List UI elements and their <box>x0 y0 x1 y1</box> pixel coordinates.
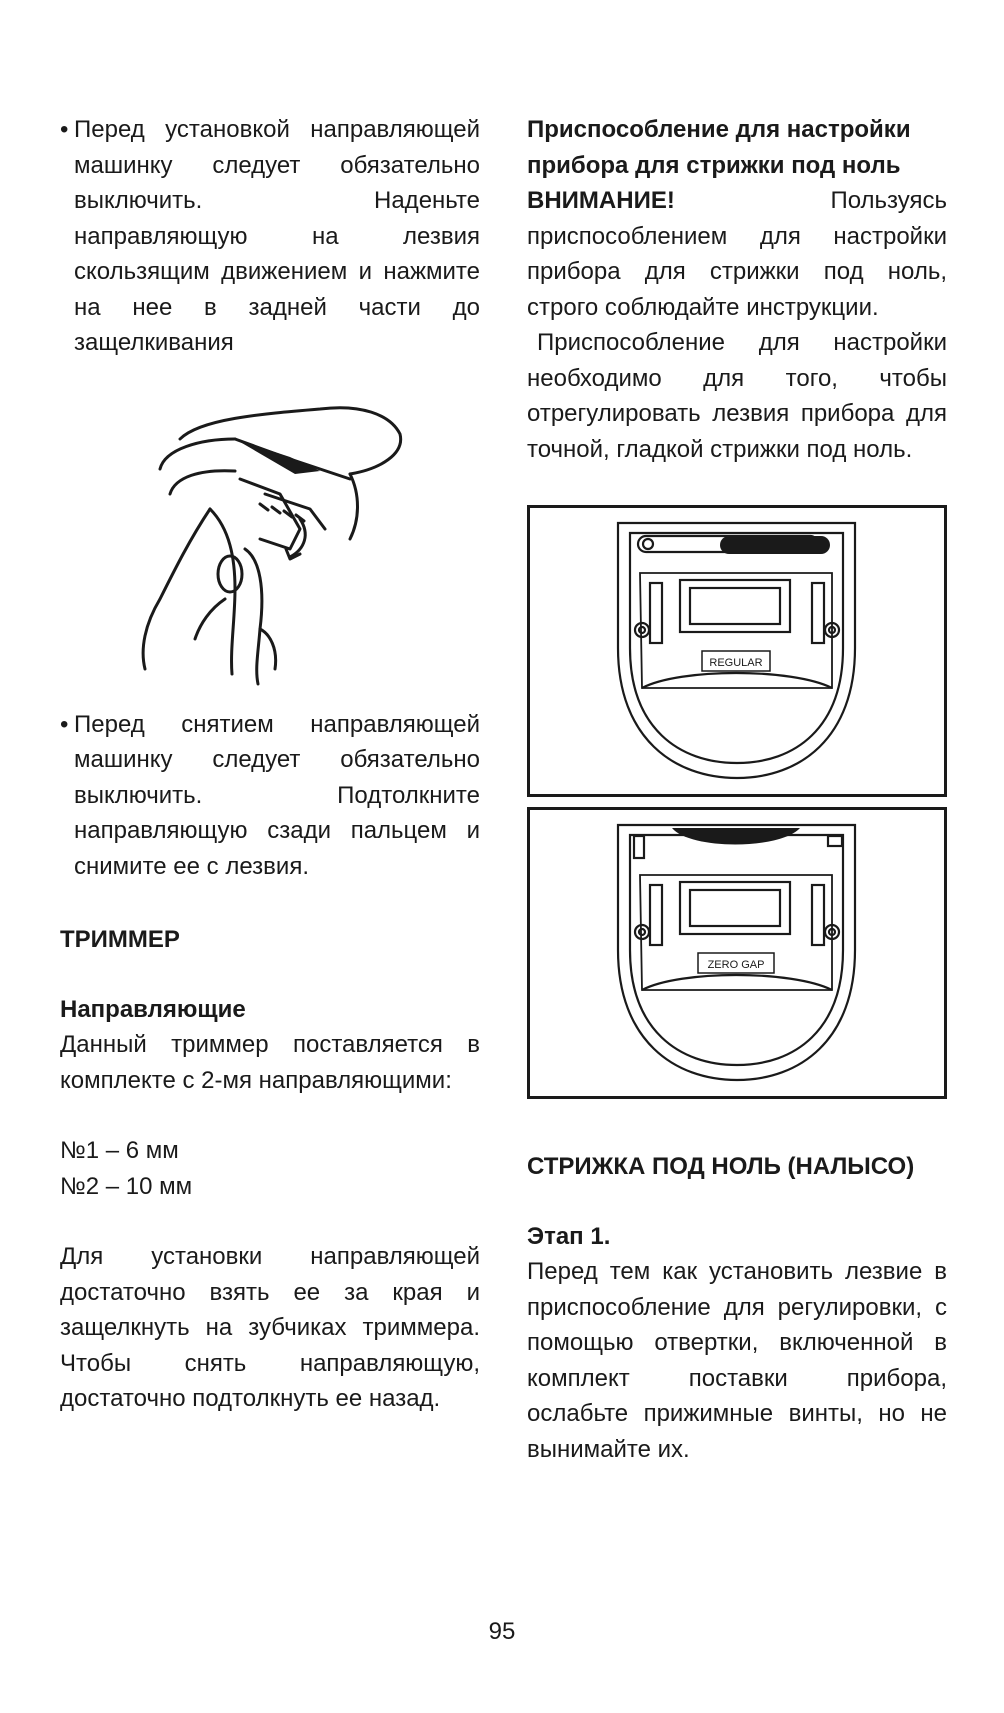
regular-label: REGULAR <box>709 657 763 669</box>
zero-gap-diagram-frame <box>527 807 947 1099</box>
guide-2: №2 – 10 мм <box>60 1172 193 1200</box>
attention-text: Пользуясь приспособлением для настройки прибора для стрижки под ноль, строго соблюдайте инструкции. <box>527 187 947 321</box>
regular-diagram-frame <box>527 505 947 797</box>
zero-gap-label: ZERO GAP <box>707 959 765 971</box>
step-1-heading: Этап 1. <box>527 1223 611 1250</box>
purpose-text: Приспособление для настройки необходимо для того, чтобы отрегулировать лезвия прибора для точной, гладкой стрижки под ноль. <box>527 329 947 463</box>
trimmer-heading: ТРИММЕР <box>60 926 180 953</box>
attention-label: ВНИМАНИЕ! <box>527 187 675 214</box>
guide-1: №1 – 6 мм <box>60 1137 179 1164</box>
right-column <box>527 112 947 1467</box>
hand-attaching-guide-illustration <box>60 399 480 699</box>
guides-heading: Направляющие <box>60 996 246 1023</box>
page-number: 95 <box>488 1618 516 1645</box>
zero-gap-adjuster-diagram <box>530 810 944 1096</box>
install-text: Для установки направляющей достаточно взять ее за края и защелкнуть на зубчиках триммера. Чтобы снять направляющую, достаточно подтолкнуть ее назад. <box>60 1243 480 1412</box>
left-column <box>60 112 480 1417</box>
attention-paragraph <box>527 183 947 325</box>
zero-cut-heading: СТРИЖКА ПОД НОЛЬ (НАЛЫСО) <box>527 1153 915 1180</box>
regular-adjuster-diagram <box>530 508 944 794</box>
tool-heading: Приспособление для настройки прибора для стрижки под ноль <box>527 116 911 179</box>
bullet-remove-guide: • Перед снятием направляющей машинку следует обязательно выключить. Подтолкните направляющую сзади пальцем и снимите ее с лезвия. <box>60 707 480 885</box>
guides-text: Данный триммер поставляется в комплекте с 2-мя направляющими: <box>60 1031 480 1094</box>
step-1-text: Перед тем как установить лезвие в приспособление для регулировки, с помощью отвертки, включенной в комплект поставки прибора, ослабьте прижимные винты, но не вынимайте их. <box>527 1258 947 1463</box>
bullet-attach-guide: • Перед установкой направляющей машинку следует обязательно выключить. Наденьте направляющую на лезвия скользящим движением и нажмите на нее в задней части до защелкивания <box>60 112 480 361</box>
